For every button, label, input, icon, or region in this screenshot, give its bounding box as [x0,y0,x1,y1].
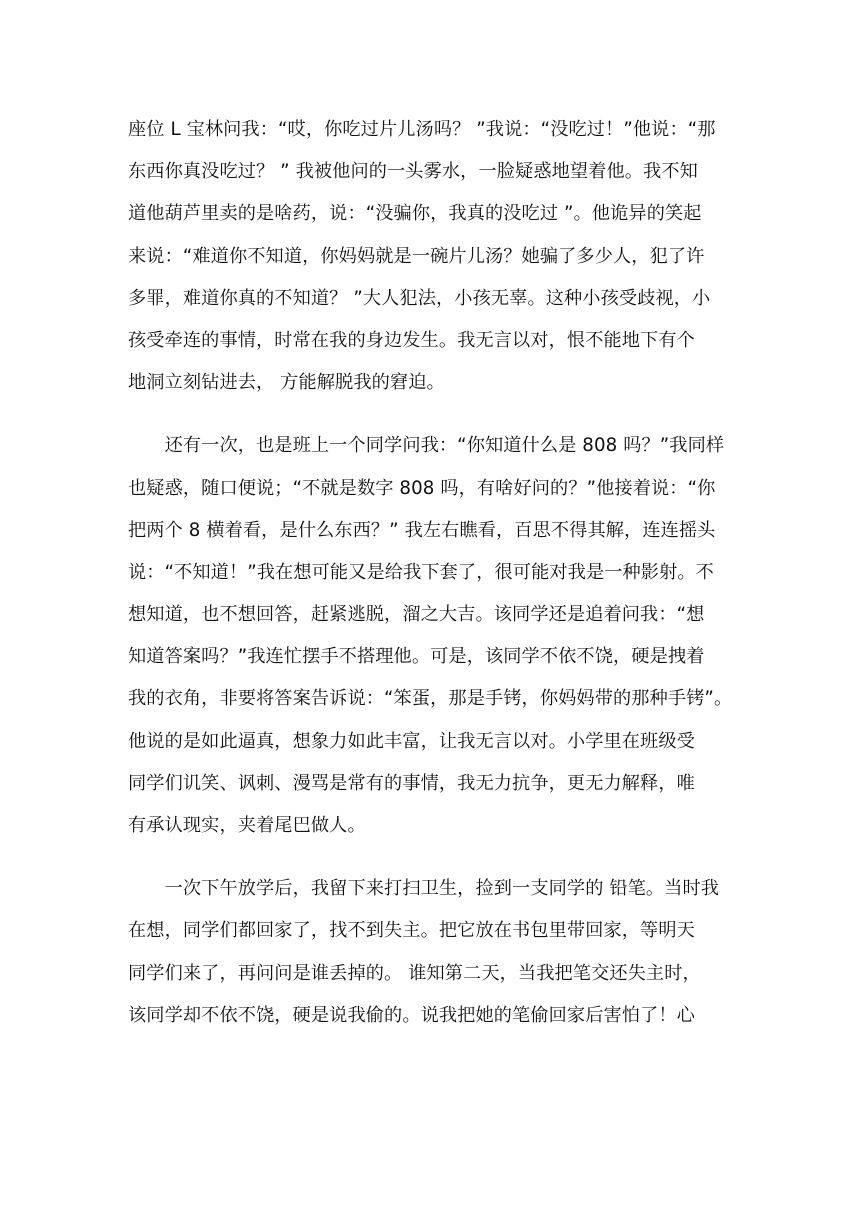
text-line: 同学们讥笑、讽刺、漫骂是常有的事情，我无力抗争，更无力解释，唯 [128,772,695,794]
paragraph-2 [128,425,733,847]
text-line: 我的衣角，非要将答案告诉说：“笨蛋，那是手铐，你妈妈带的那种手铐”。 [128,688,733,710]
text-line: 地洞立刻钻进去， 方能解脱我的窘迫。 [128,372,445,394]
text-line: 还有一次，也是班上一个同学问我：“你知道什么是 808 吗？”我同样 [128,435,725,457]
paragraph-spacer [128,404,733,425]
text-line: 同学们来了，再问问是谁丢掉的。 谁知第二天，当我把笔交还失主时， [128,962,701,984]
text-line: 把两个 8 横着看，是什么东西？” 我左右瞧看，百思不得其解，连连摇头 [128,519,716,541]
text-line: 座位 L 宝林问我：“哎，你吃过片儿汤吗？ ”我说：“没吃过！”他说：“那 [128,119,716,140]
document-body [128,109,733,1037]
paragraph-spacer [128,847,733,868]
text-line: 想知道，也不想回答，赶紧逃脱，溜之大吉。该同学还是追着问我：“想 [128,604,705,626]
text-line: 他说的是如此逼真，想象力如此丰富，让我无言以对。小学里在班级受 [128,730,695,752]
text-line: 在想，同学们都回家了，找不到失主。把它放在书包里带回家，等明天 [128,920,695,942]
text-line: 一次下午放学后，我留下来打扫卫生，捡到一支同学的 铅笔。当时我 [128,878,720,900]
text-line: 知道答案吗？”我连忙摆手不搭理他。可是，该同学不依不饶，硬是拽着 [128,646,705,668]
text-line: 有承认现实，夹着尾巴做人。 [128,815,366,836]
paragraph-3 [128,868,733,1037]
text-line: 该同学却不依不饶，硬是说我偷的。说我把她的笔偷回家后害怕了！心 [128,1004,695,1026]
text-line: 道他葫芦里卖的是啥药，说：“没骗你，我真的没吃过 ”。他诡异的笑起 [128,203,702,225]
text-line: 来说：“难道你不知道，你妈妈就是一碗片儿汤？她骗了多少人，犯了许 [128,245,705,267]
text-line: 也疑惑，随口便说；“不就是数字 808 吗，有啥好问的？”他接着说：“你 [128,477,716,499]
text-line: 孩受牵连的事情，时常在我的身边发生。我无言以对，恨不能地下有个 [128,329,695,351]
text-line: 东西你真没吃过？ ” 我被他问的一头雾水，一脸疑惑地望着他。我不知 [128,161,698,183]
text-line: 说：“不知道！”我在想可能又是给我下套了，很可能对我是一种影射。不 [128,561,714,583]
text-line: 多罪，难道你真的不知道？ ”大人犯法，小孩无辜。这种小孩受歧视，小 [128,287,711,309]
paragraph-1 [128,109,733,404]
